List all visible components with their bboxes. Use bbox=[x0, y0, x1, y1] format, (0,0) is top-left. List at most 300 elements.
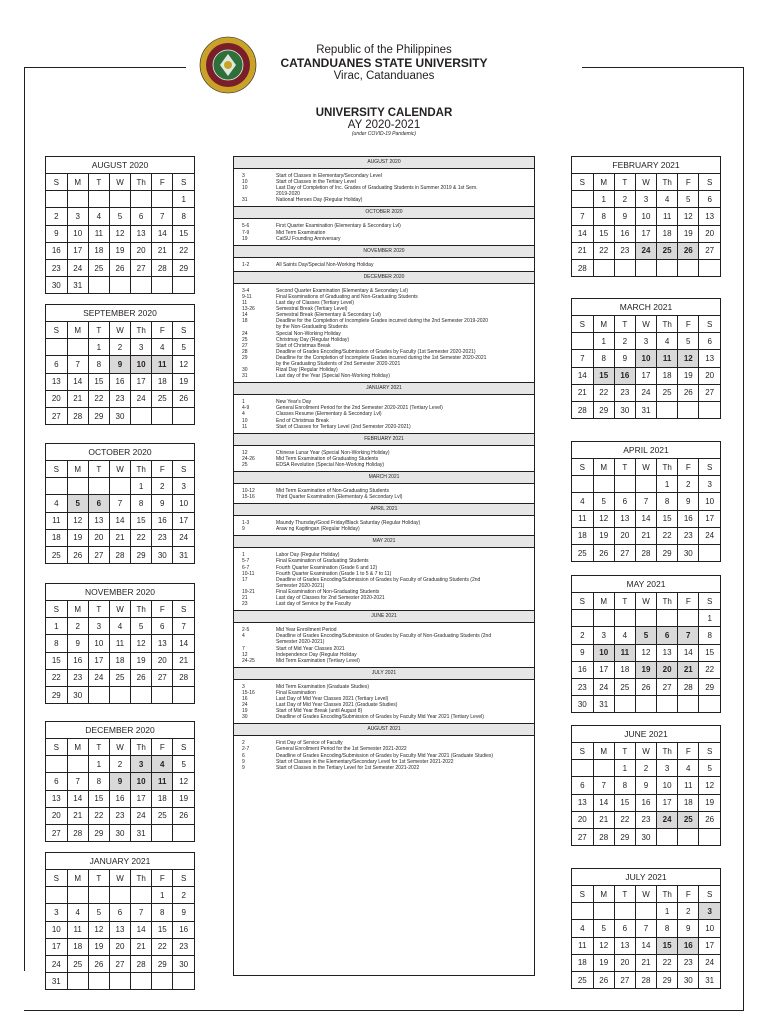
event-description: Last day of Classes for 2nd Semester 2020-2021 bbox=[276, 595, 385, 602]
day-cell: 11 bbox=[46, 512, 67, 529]
weekday-header: W bbox=[635, 743, 656, 760]
weekday-header: F bbox=[678, 174, 699, 191]
day-cell: 20 bbox=[614, 527, 635, 544]
empty-day-cell bbox=[593, 259, 614, 276]
event-date: 2-5 bbox=[242, 627, 250, 634]
day-cell: 21 bbox=[635, 527, 656, 544]
day-cell: 28 bbox=[67, 407, 88, 424]
day-cell: 11 bbox=[657, 208, 678, 225]
event-description: Mid Term Examination of Graduating Students bbox=[276, 455, 379, 462]
weekday-header: Th bbox=[657, 316, 678, 333]
day-cell: 25 bbox=[152, 390, 173, 407]
day-cell: 10 bbox=[131, 356, 152, 373]
day-cell: 21 bbox=[173, 652, 194, 669]
day-cell: 3 bbox=[131, 339, 152, 356]
day-cell: 22 bbox=[173, 242, 194, 259]
day-cell: 5 bbox=[88, 904, 109, 921]
day-cell: 26 bbox=[67, 546, 88, 563]
day-cell: 4 bbox=[67, 904, 88, 921]
weekday-header: M bbox=[593, 593, 614, 610]
day-cell: 18 bbox=[657, 367, 678, 384]
event-row bbox=[242, 424, 530, 430]
empty-day-cell bbox=[635, 259, 656, 276]
event-date: 15-16 bbox=[242, 689, 255, 696]
day-cell: 16 bbox=[614, 367, 635, 384]
day-cell: 6 bbox=[109, 904, 130, 921]
event-month-body bbox=[234, 446, 534, 471]
month-title: DECEMBER 2020 bbox=[46, 722, 194, 739]
weekday-header: M bbox=[67, 739, 88, 756]
day-cell: 28 bbox=[67, 824, 88, 841]
day-cell: 28 bbox=[173, 669, 194, 686]
empty-day-cell bbox=[572, 903, 593, 920]
event-date: 1 bbox=[242, 552, 245, 559]
day-cell: 12 bbox=[109, 225, 130, 242]
day-cell: 17 bbox=[88, 652, 109, 669]
day-cell: 17 bbox=[699, 937, 720, 954]
day-cell: 30 bbox=[152, 546, 173, 563]
event-description: National Heroes Day (Regular Holiday) bbox=[276, 197, 363, 204]
weekday-header: S bbox=[699, 743, 720, 760]
day-cell: 24 bbox=[131, 390, 152, 407]
event-description: First Quarter Examination (Elementary & Secondary Lvl) bbox=[276, 223, 401, 230]
month-calendar bbox=[45, 156, 195, 294]
event-description: by the Non-Graduating Students bbox=[276, 324, 348, 331]
day-cell: 16 bbox=[67, 652, 88, 669]
event-description: Semestral Break (Elementary & Secondary Lvl) bbox=[276, 312, 381, 319]
day-cell: 22 bbox=[46, 669, 67, 686]
event-month-heading: FEBRUARY 2021 bbox=[234, 433, 534, 446]
empty-day-cell bbox=[572, 610, 593, 627]
event-month-body bbox=[234, 736, 534, 773]
event-month-heading: JANUARY 2021 bbox=[234, 382, 534, 395]
weekday-header: Th bbox=[657, 593, 678, 610]
university-location: Virac, Catanduanes bbox=[333, 70, 435, 82]
empty-day-cell bbox=[657, 259, 678, 276]
empty-day-cell bbox=[152, 686, 173, 703]
event-description: Deadline of Grades Encoding/Submission of Grades by Faculty of Non-Graduating Students (2nd bbox=[276, 633, 492, 640]
day-cell: 21 bbox=[572, 242, 593, 259]
event-date: 9 bbox=[242, 526, 245, 533]
day-cell: 23 bbox=[109, 807, 130, 824]
event-date: 24 bbox=[242, 702, 248, 709]
event-month-body bbox=[234, 395, 534, 432]
day-cell: 9 bbox=[572, 644, 593, 661]
event-description: Deadline of Grades Encoding/Submission of Grades by Faculty Mid Year 2021 (Tertiary Level) bbox=[276, 714, 484, 721]
day-cell: 14 bbox=[131, 921, 152, 938]
day-cell: 6 bbox=[699, 191, 720, 208]
day-cell: 29 bbox=[614, 828, 635, 845]
day-cell: 4 bbox=[109, 618, 130, 635]
empty-day-cell bbox=[173, 277, 194, 294]
event-date: 3 bbox=[242, 683, 245, 690]
event-description: Final Examination bbox=[276, 689, 316, 696]
weekday-header: M bbox=[67, 322, 88, 339]
day-cell: 23 bbox=[46, 259, 67, 276]
day-cell: 12 bbox=[173, 356, 194, 373]
event-row bbox=[242, 373, 530, 379]
weekday-header: W bbox=[109, 739, 130, 756]
day-cell: 31 bbox=[635, 401, 656, 418]
day-cell: 1 bbox=[614, 760, 635, 777]
event-month-heading: MAY 2021 bbox=[234, 535, 534, 548]
month-calendar bbox=[45, 852, 195, 990]
day-cell: 8 bbox=[657, 493, 678, 510]
day-cell: 9 bbox=[678, 493, 699, 510]
day-cell: 2 bbox=[678, 476, 699, 493]
frame-line-right-stub bbox=[582, 67, 744, 68]
day-cell: 4 bbox=[88, 208, 109, 225]
day-cell: 29 bbox=[152, 955, 173, 972]
day-cell: 11 bbox=[678, 777, 699, 794]
day-cell: 14 bbox=[635, 510, 656, 527]
weekday-header: W bbox=[635, 174, 656, 191]
weekday-header: Th bbox=[657, 459, 678, 476]
event-date: 24 bbox=[242, 330, 248, 337]
event-description: Start of Classes for Tertiary Level (2nd Semester 2020-2021) bbox=[276, 423, 411, 430]
day-cell: 19 bbox=[678, 367, 699, 384]
day-cell: 13 bbox=[657, 644, 678, 661]
month-calendar bbox=[45, 721, 195, 842]
empty-day-cell bbox=[88, 191, 109, 208]
event-description: Third Quarter Examination (Elementary & Secondary Lvl) bbox=[276, 494, 403, 501]
day-cell: 31 bbox=[46, 973, 67, 990]
day-cell: 15 bbox=[88, 373, 109, 390]
day-cell: 21 bbox=[67, 390, 88, 407]
empty-day-cell bbox=[88, 973, 109, 990]
day-cell: 25 bbox=[67, 955, 88, 972]
day-cell: 19 bbox=[173, 373, 194, 390]
day-cell: 30 bbox=[635, 828, 656, 845]
day-cell: 18 bbox=[572, 527, 593, 544]
day-cell: 15 bbox=[46, 652, 67, 669]
event-date: 2 bbox=[242, 740, 245, 747]
day-cell: 9 bbox=[46, 225, 67, 242]
day-cell: 26 bbox=[635, 678, 656, 695]
day-cell: 21 bbox=[131, 938, 152, 955]
empty-day-cell bbox=[699, 544, 720, 561]
day-cell: 8 bbox=[593, 208, 614, 225]
day-cell: 1 bbox=[173, 191, 194, 208]
event-row bbox=[242, 658, 530, 664]
event-description: Mid Term Examination bbox=[276, 229, 326, 236]
day-cell: 22 bbox=[657, 954, 678, 971]
day-cell: 28 bbox=[109, 546, 130, 563]
empty-day-cell bbox=[109, 478, 130, 495]
event-date: 10-11 bbox=[242, 570, 255, 577]
day-cell: 22 bbox=[699, 661, 720, 678]
day-cell: 9 bbox=[173, 904, 194, 921]
day-cell: 1 bbox=[593, 191, 614, 208]
event-month-heading: OCTOBER 2020 bbox=[234, 206, 534, 219]
day-cell: 14 bbox=[67, 790, 88, 807]
weekday-header: S bbox=[699, 459, 720, 476]
day-cell: 23 bbox=[173, 938, 194, 955]
day-cell: 27 bbox=[46, 824, 67, 841]
day-cell: 5 bbox=[593, 493, 614, 510]
weekday-header: T bbox=[614, 174, 635, 191]
event-date: 2-7 bbox=[242, 746, 250, 753]
day-cell: 27 bbox=[109, 955, 130, 972]
event-description: 2019-2020 bbox=[276, 191, 300, 198]
day-cell: 2 bbox=[152, 478, 173, 495]
weekday-header: S bbox=[173, 461, 194, 478]
event-description: Araw ng Kagitingan (Regular Holiday) bbox=[276, 526, 360, 533]
day-cell: 24 bbox=[88, 669, 109, 686]
event-description: All Saints Day/Special Non-Working Holiday bbox=[276, 261, 374, 268]
empty-day-cell bbox=[614, 696, 635, 713]
day-cell: 7 bbox=[593, 777, 614, 794]
month-calendar bbox=[45, 443, 195, 564]
day-cell: 23 bbox=[152, 529, 173, 546]
day-cell: 21 bbox=[67, 807, 88, 824]
day-cell: 27 bbox=[657, 678, 678, 695]
weekday-header: F bbox=[678, 316, 699, 333]
empty-day-cell bbox=[131, 277, 152, 294]
day-cell: 23 bbox=[635, 811, 656, 828]
day-cell: 30 bbox=[614, 401, 635, 418]
day-cell: 8 bbox=[699, 627, 720, 644]
day-cell: 26 bbox=[131, 669, 152, 686]
event-description: Fourth Quarter Examination (Grade 6 and 12) bbox=[276, 564, 378, 571]
day-cell: 19 bbox=[678, 225, 699, 242]
empty-day-cell bbox=[131, 407, 152, 424]
empty-day-cell bbox=[614, 903, 635, 920]
day-cell: 28 bbox=[678, 678, 699, 695]
empty-day-cell bbox=[635, 903, 656, 920]
day-cell: 11 bbox=[67, 921, 88, 938]
day-cell: 31 bbox=[67, 277, 88, 294]
day-cell: 26 bbox=[593, 971, 614, 988]
month-calendar bbox=[571, 575, 721, 713]
weekday-header: S bbox=[699, 886, 720, 903]
day-cell: 5 bbox=[173, 756, 194, 773]
day-cell: 25 bbox=[614, 678, 635, 695]
day-cell: 27 bbox=[614, 971, 635, 988]
day-cell: 14 bbox=[173, 635, 194, 652]
weekday-header: S bbox=[46, 174, 67, 191]
empty-day-cell bbox=[635, 696, 656, 713]
event-description: New Year's Day bbox=[276, 399, 312, 406]
event-description: by the Graduating Students of 2nd Semester 2020-2021 bbox=[276, 360, 401, 367]
day-cell: 25 bbox=[152, 807, 173, 824]
day-cell: 29 bbox=[46, 686, 67, 703]
events-list bbox=[233, 156, 535, 976]
day-cell: 11 bbox=[572, 937, 593, 954]
day-cell: 29 bbox=[88, 824, 109, 841]
day-cell: 13 bbox=[46, 373, 67, 390]
day-cell: 6 bbox=[657, 627, 678, 644]
day-cell: 15 bbox=[614, 794, 635, 811]
weekday-header: Th bbox=[131, 870, 152, 887]
day-cell: 15 bbox=[152, 921, 173, 938]
month-title: NOVEMBER 2020 bbox=[46, 584, 194, 601]
weekday-header: W bbox=[635, 886, 656, 903]
day-cell: 24 bbox=[131, 807, 152, 824]
day-cell: 13 bbox=[699, 208, 720, 225]
day-cell: 25 bbox=[572, 971, 593, 988]
day-cell: 17 bbox=[593, 661, 614, 678]
day-cell: 14 bbox=[572, 225, 593, 242]
weekday-header: S bbox=[699, 174, 720, 191]
day-cell: 9 bbox=[109, 773, 130, 790]
day-cell: 14 bbox=[635, 937, 656, 954]
empty-day-cell bbox=[67, 756, 88, 773]
pandemic-note: (under COVID-19 Pandemic) bbox=[351, 131, 417, 137]
day-cell: 4 bbox=[152, 756, 173, 773]
day-cell: 5 bbox=[67, 495, 88, 512]
day-cell: 10 bbox=[46, 921, 67, 938]
event-month-body bbox=[234, 548, 534, 610]
empty-day-cell bbox=[678, 828, 699, 845]
day-cell: 29 bbox=[657, 544, 678, 561]
event-month-heading: DECEMBER 2020 bbox=[234, 271, 534, 284]
day-cell: 21 bbox=[635, 954, 656, 971]
event-date: 30 bbox=[242, 367, 248, 374]
event-date: 16 bbox=[242, 695, 248, 702]
day-cell: 4 bbox=[152, 339, 173, 356]
weekday-header: T bbox=[88, 601, 109, 618]
empty-day-cell bbox=[678, 696, 699, 713]
weekday-header: S bbox=[173, 322, 194, 339]
day-cell: 3 bbox=[635, 333, 656, 350]
day-cell: 1 bbox=[88, 756, 109, 773]
day-cell: 29 bbox=[699, 678, 720, 695]
event-date: 4-9 bbox=[242, 405, 250, 412]
day-cell: 10 bbox=[67, 225, 88, 242]
event-description: First Day of Service of Faculty bbox=[276, 740, 343, 747]
day-cell: 27 bbox=[614, 544, 635, 561]
empty-day-cell bbox=[131, 973, 152, 990]
day-cell: 30 bbox=[678, 971, 699, 988]
day-cell: 27 bbox=[88, 546, 109, 563]
day-cell: 20 bbox=[614, 954, 635, 971]
event-description: Mid Term Examination of Non-Graduating Students bbox=[276, 488, 390, 494]
day-cell: 3 bbox=[67, 208, 88, 225]
empty-day-cell bbox=[678, 610, 699, 627]
day-cell: 1 bbox=[46, 618, 67, 635]
day-cell: 23 bbox=[614, 242, 635, 259]
event-description: Maundy Thursday/Good Friday/Black Saturday (Regular Holiday) bbox=[276, 520, 421, 527]
empty-day-cell bbox=[67, 191, 88, 208]
day-cell: 9 bbox=[614, 350, 635, 367]
event-date: 1 bbox=[242, 399, 245, 406]
day-cell: 18 bbox=[614, 661, 635, 678]
frame-line-bottom bbox=[24, 1010, 744, 1011]
day-cell: 22 bbox=[88, 807, 109, 824]
empty-day-cell bbox=[67, 478, 88, 495]
empty-day-cell bbox=[46, 478, 67, 495]
month-title: MARCH 2021 bbox=[572, 299, 720, 316]
month-title: JANUARY 2021 bbox=[46, 853, 194, 870]
event-date: 6-7 bbox=[242, 564, 250, 571]
event-description: Last day of the Year (Special Non-Working Holiday) bbox=[276, 373, 390, 380]
month-calendar bbox=[571, 441, 721, 562]
day-cell: 29 bbox=[131, 546, 152, 563]
event-date: 5-7 bbox=[242, 558, 250, 565]
weekday-header: W bbox=[635, 593, 656, 610]
day-cell: 8 bbox=[152, 904, 173, 921]
month-title: APRIL 2021 bbox=[572, 442, 720, 459]
day-cell: 18 bbox=[88, 242, 109, 259]
day-cell: 19 bbox=[109, 242, 130, 259]
day-cell: 13 bbox=[614, 937, 635, 954]
weekday-header: T bbox=[88, 322, 109, 339]
day-cell: 29 bbox=[657, 971, 678, 988]
weekday-header: T bbox=[88, 174, 109, 191]
day-cell: 1 bbox=[131, 478, 152, 495]
day-cell: 18 bbox=[678, 794, 699, 811]
event-description: Semester 2020-2021) bbox=[276, 582, 325, 589]
empty-day-cell bbox=[88, 478, 109, 495]
event-date: 9 bbox=[242, 758, 245, 765]
event-description: End of Christmas Break bbox=[276, 417, 329, 424]
event-description: Rizal Day (Regular Holiday) bbox=[276, 367, 338, 374]
day-cell: 20 bbox=[152, 652, 173, 669]
weekday-header: M bbox=[593, 174, 614, 191]
day-cell: 28 bbox=[152, 259, 173, 276]
page-header bbox=[240, 44, 528, 83]
day-cell: 7 bbox=[152, 208, 173, 225]
event-date: 25 bbox=[242, 461, 248, 468]
event-description: General Enrollment Period for the 1st Semester 2021-2022 bbox=[276, 746, 407, 753]
day-cell: 1 bbox=[88, 339, 109, 356]
empty-day-cell bbox=[152, 973, 173, 990]
empty-day-cell bbox=[572, 191, 593, 208]
frame-line-left-top bbox=[24, 67, 25, 971]
day-cell: 20 bbox=[699, 225, 720, 242]
event-month-heading: JUNE 2021 bbox=[234, 610, 534, 623]
day-cell: 26 bbox=[109, 259, 130, 276]
day-cell: 13 bbox=[572, 794, 593, 811]
day-cell: 12 bbox=[593, 510, 614, 527]
event-description: Start of Classes in Elementary/Secondary Level bbox=[276, 173, 382, 179]
month-calendar bbox=[571, 298, 721, 419]
day-cell: 14 bbox=[572, 367, 593, 384]
day-cell: 7 bbox=[173, 618, 194, 635]
day-cell: 15 bbox=[593, 367, 614, 384]
event-description: Mid Term Examination (Graduate Studies) bbox=[276, 683, 370, 690]
day-cell: 23 bbox=[678, 954, 699, 971]
empty-day-cell bbox=[572, 333, 593, 350]
event-date: 19 bbox=[242, 235, 248, 242]
event-date: 10 bbox=[242, 185, 248, 192]
weekday-header: W bbox=[109, 461, 130, 478]
day-cell: 18 bbox=[572, 954, 593, 971]
weekday-header: W bbox=[109, 174, 130, 191]
empty-day-cell bbox=[614, 476, 635, 493]
day-cell: 21 bbox=[678, 661, 699, 678]
day-cell: 15 bbox=[131, 512, 152, 529]
day-cell: 13 bbox=[614, 510, 635, 527]
day-cell: 1 bbox=[657, 903, 678, 920]
event-row bbox=[242, 526, 530, 532]
day-cell: 2 bbox=[109, 756, 130, 773]
event-date: 11 bbox=[242, 423, 248, 430]
day-cell: 9 bbox=[67, 635, 88, 652]
weekday-header: F bbox=[152, 739, 173, 756]
day-cell: 5 bbox=[109, 208, 130, 225]
day-cell: 27 bbox=[131, 259, 152, 276]
empty-day-cell bbox=[572, 760, 593, 777]
day-cell: 31 bbox=[593, 696, 614, 713]
day-cell: 19 bbox=[635, 661, 656, 678]
weekday-header: Th bbox=[131, 322, 152, 339]
day-cell: 12 bbox=[131, 635, 152, 652]
day-cell: 2 bbox=[678, 903, 699, 920]
empty-day-cell bbox=[173, 824, 194, 841]
day-cell: 17 bbox=[131, 373, 152, 390]
